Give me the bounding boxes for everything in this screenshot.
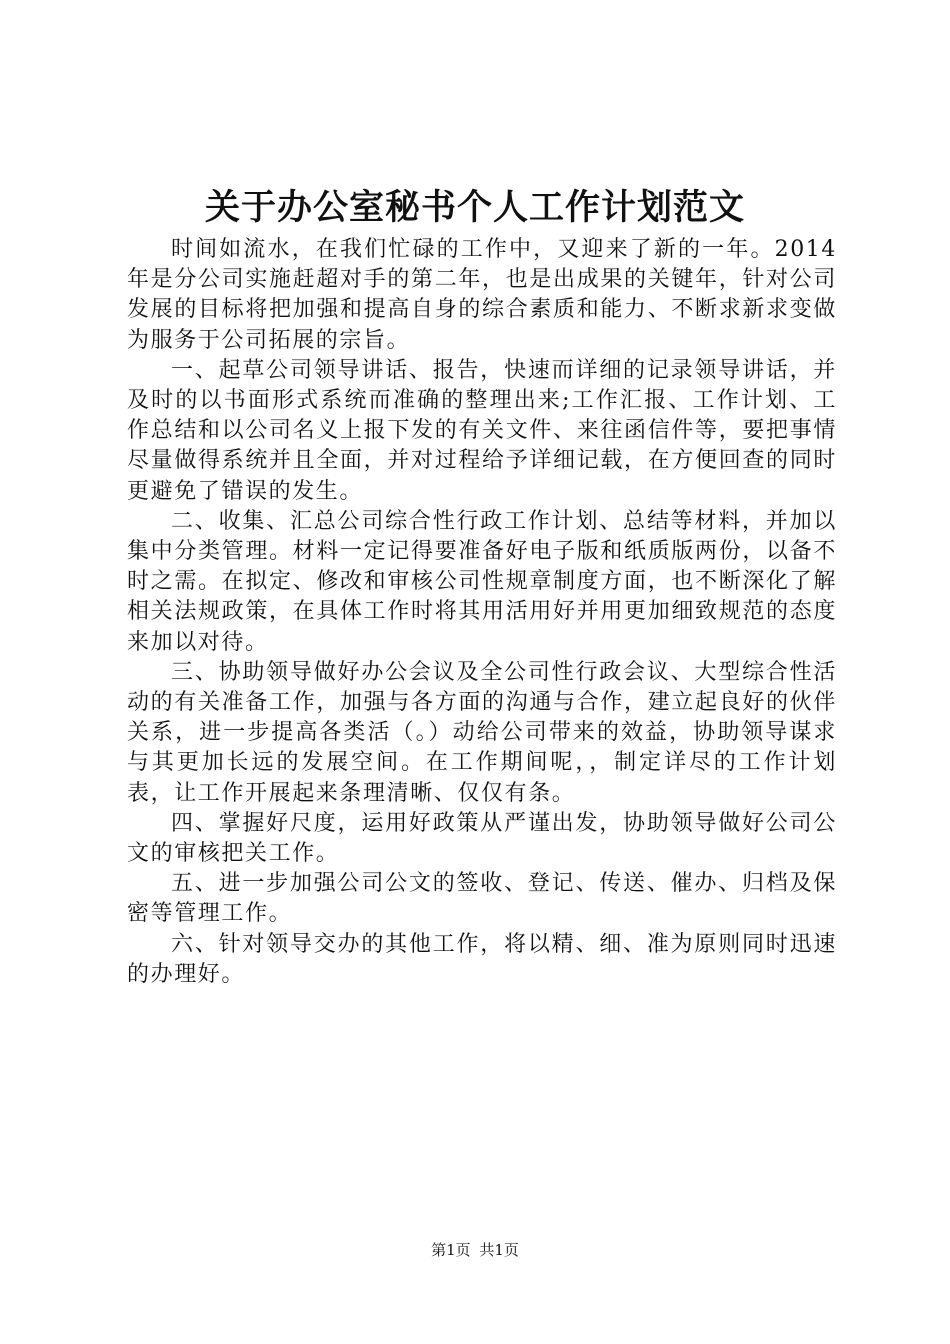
page-footer [0, 1240, 950, 1260]
page-total: 共1页 [479, 1241, 519, 1259]
paragraph-item-3: 三、协助领导做好办公会议及全公司性行政会议、大型综合性活动的有关准备工作，加强与各方面的沟通与合作，建立起良好的伙伴关系，进一步提高各类活（。）动给公司带来的效益，协助领导谋求与其更加长远的发展空间。在工作期间呢，，制定详尽的工作计划表，让工作开展起来条理清晰、仅仅有条。 [127, 659, 837, 806]
paragraph-item-5: 五、进一步加强公司公文的签收、登记、传送、催办、归档及保密等管理工作。 [127, 871, 837, 927]
paragraph-intro: 时间如流水，在我们忙碌的工作中，又迎来了新的一年。2014年是分公司实施赶超对手的第二年，也是出成果的关键年，针对公司发展的目标将把加强和提高自身的综合素质和能力、不断求新求变做为服务于公司拓展的宗旨。 [127, 237, 837, 353]
paragraph-item-4: 四、掌握好尺度，运用好政策从严谨出发，协助领导做好公司公文的审核把关工作。 [127, 810, 837, 867]
document-title: 关于办公室秘书个人工作计划范文 [204, 187, 745, 228]
document-body [127, 235, 837, 990]
paragraph-item-1: 一、起草公司领导讲话、报告，快速而详细的记录领导讲话，并及时的以书面形式系统而准确的整理出来;工作汇报、工作计划、工作总结和以公司名义上报下发的有关文件、来往函信件等，要把事情尽量做得系统并且全面，并对过程给予详细记载，在方便回查的同时更避免了错误的发生。 [127, 357, 837, 504]
page-number: 第1页 [431, 1241, 471, 1259]
paragraph-item-2: 二、收集、汇总公司综合性行政工作计划、总结等材料，并加以集中分类管理。材料一定记得要准备好电子版和纸质版两份，以备不时之需。在拟定、修改和审核公司性规章制度方面，也不断深化了解相关法规政策，在具体工作时将其用活用好并用更加细致规范的态度来加以对待。 [127, 508, 837, 655]
paragraph-item-6: 六、针对领导交办的其他工作，将以精、细、准为原则同时迅速的办理好。 [127, 931, 837, 987]
